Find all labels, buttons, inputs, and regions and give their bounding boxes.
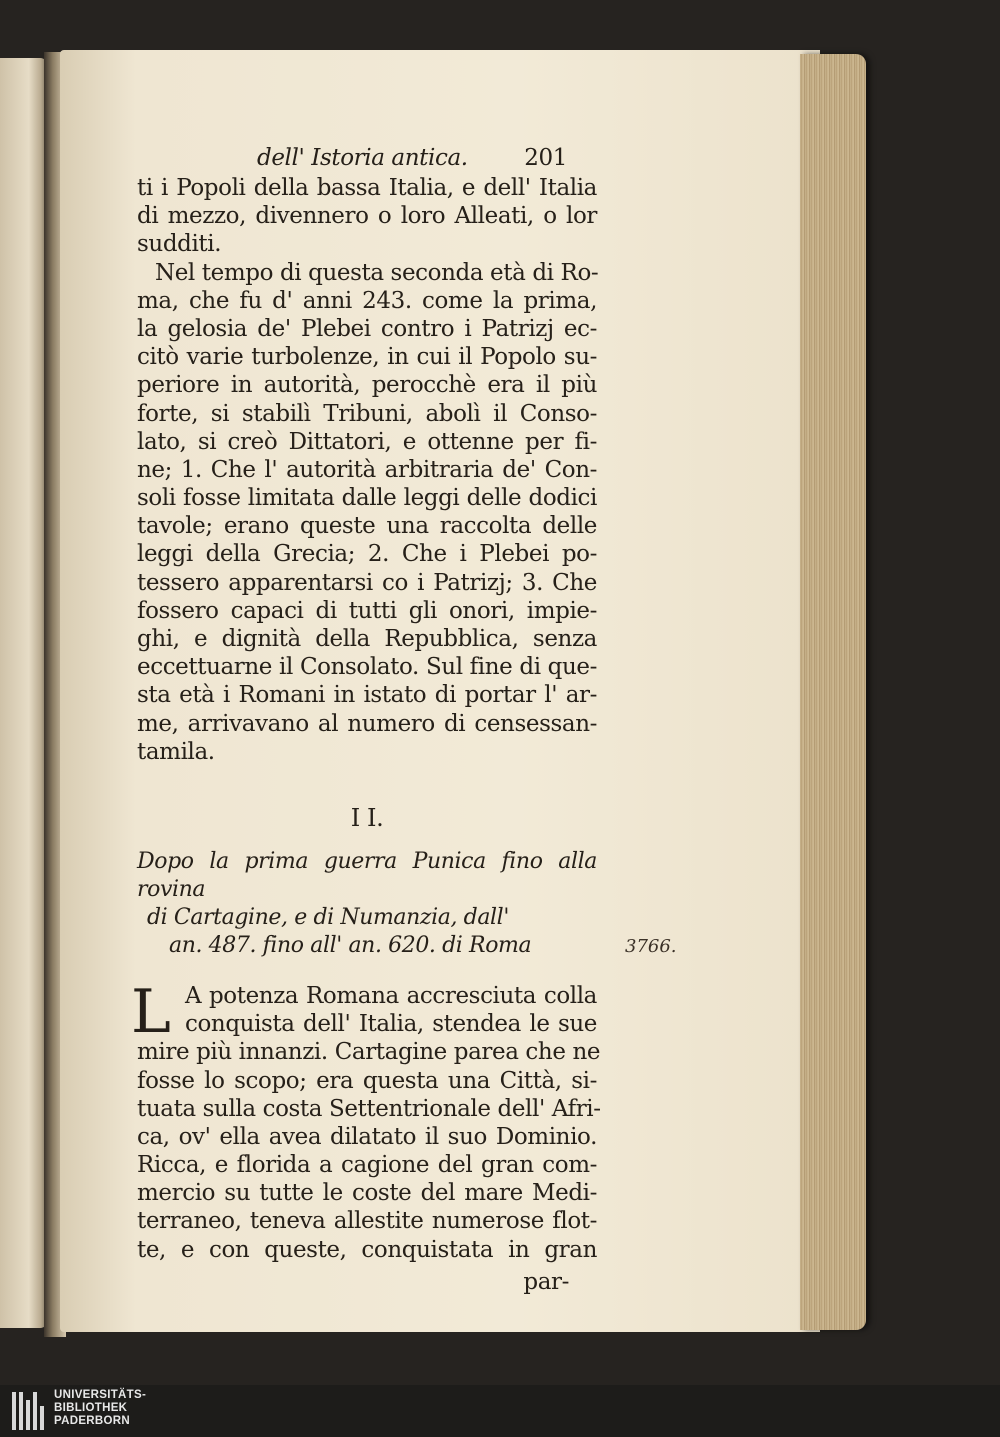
left-page-edge [0,58,48,1328]
text-line: tessero apparentarsi co i Patrizj; 3. Che [137,569,597,596]
text-line: mercio su tutte le coste del mare Medi- [137,1180,597,1207]
text-line: ti i Popoli della bassa Italia, e dell' Italia [137,175,597,201]
text-line: di mezzo, divennero o loro Alleati, o lor [137,203,597,230]
library-name-line: BIBLIOTHEK [54,1402,128,1414]
text-line: sudditi. [137,231,222,258]
text-line: lato, si creò Dittatori, e ottenne per fi- [137,428,597,455]
text-line: tavole; erano queste una raccolta delle [137,513,597,540]
library-name [54,1389,146,1428]
text-line: sta età i Romani in istato di portar l' ar- [137,682,597,709]
library-logo-icon [12,1392,48,1430]
text-line: fossero capaci di tutti gli onori, impie- [137,597,597,624]
catchword: par- [523,1268,569,1295]
text-line: eccettuarne il Consolato. Sul fine di que- [137,654,597,681]
section-title-line: an. 487. fino all' an. 620. di Roma [169,932,532,958]
running-header [137,144,597,174]
text-line: ca, ov' ella avea dilatato il suo Dominio. [137,1123,597,1150]
section-number: I I. [350,803,384,832]
text-line: tuata sulla costa Settentrionale dell' Afri- [137,1095,601,1122]
library-name-line: UNIVERSITÄTS- [54,1389,147,1401]
section-title-line: di Cartagine, e di Numanzia, dall' [147,904,509,930]
text-line: terraneo, teneva allestite numerose flot- [137,1208,597,1235]
text-line: ne; 1. Che l' autorità arbitraria de' Con- [137,456,597,483]
text-line: conquista dell' Italia, stendea le sue [185,1011,597,1038]
text-line: periore in autorità, perocchè era il più [137,372,597,399]
text-line: ghi, e dignità della Repubblica, senza [137,626,597,652]
section-title [137,848,597,960]
margin-note: 3766. [625,936,677,957]
text-line: la gelosia de' Plebei contro i Patrizj ec- [137,315,597,342]
text-line: ma, che fu d' anni 243. come la prima, [137,287,597,314]
text-line: leggi della Grecia; 2. Che i Plebei po- [137,541,597,568]
drop-cap: L [131,976,171,1047]
paragraph-3 [131,976,601,1264]
page-text [131,144,601,1296]
text-line: me, arrivavano al numero di censessan- [137,710,597,737]
text-line: tamila. [137,738,215,765]
text-line: citò varie turbolenze, in cui il Popolo su- [137,344,597,371]
paragraph-2 [137,259,597,766]
text-line: forte, si stabilì Tribuni, abolì il Conso- [137,400,597,427]
paragraph-1 [137,174,597,259]
text-line: te, e con queste, conquistata in gran [137,1236,597,1263]
running-title: dell' Istoria antica. [257,145,468,171]
text-line: Nel tempo di questa seconda età di Ro- [155,259,599,286]
library-footer [0,1385,1000,1437]
text-line: Ricca, e florida a cagione del gran com- [137,1152,597,1179]
text-line: A potenza Romana accresciuta colla [185,982,597,1009]
text-line: soli fosse limitata dalle leggi delle dodici [137,485,597,512]
library-name-line: PADERBORN [54,1415,130,1427]
page-edges [800,54,866,1330]
section-title-line: Dopo la prima guerra Punica fino alla rovina [137,848,597,902]
text-line: fosse lo scopo; era questa una Città, si- [137,1067,597,1094]
text-line: mire più innanzi. Cartagine parea che ne [137,1039,601,1066]
page-number: 201 [524,145,567,171]
